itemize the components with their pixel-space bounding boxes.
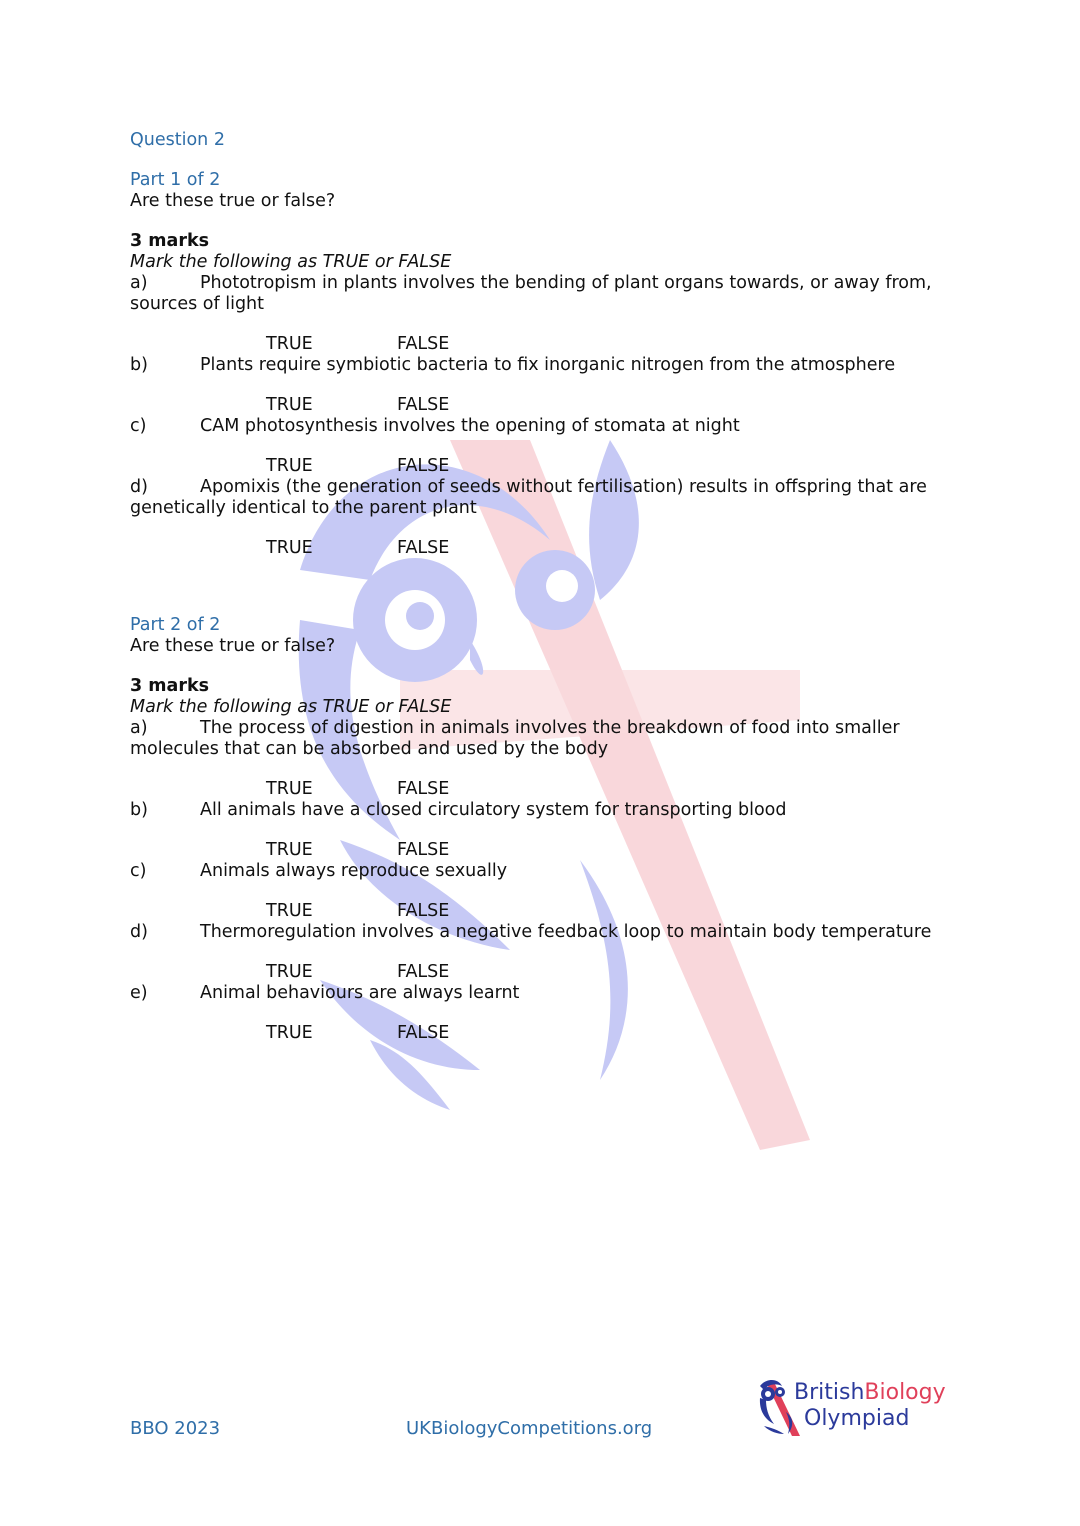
question-item [130,983,942,1004]
footer-website-link[interactable]: UKBiologyCompetitions.org [406,1418,653,1439]
item-text: Animals always reproduce sexually [200,861,508,881]
true-option[interactable]: TRUE [266,334,313,354]
footer-year: BBO 2023 [130,1418,221,1439]
true-option[interactable]: TRUE [266,779,313,799]
true-false-options [130,962,942,983]
part-prompt: Are these true or false? [130,636,336,656]
marks-label: 3 marks [130,231,209,251]
true-option[interactable]: TRUE [266,840,313,860]
logo-word-british: British [794,1380,865,1405]
item-text: Animal behaviours are always learnt [200,983,520,1003]
item-text: CAM photosynthesis involves the opening of stomata at night [200,416,740,436]
question-content [130,130,942,1044]
item-text: Thermoregulation involves a negative feedback loop to maintain body temperature [200,922,932,942]
true-option[interactable]: TRUE [266,456,313,476]
true-option[interactable]: TRUE [266,1023,313,1043]
false-option[interactable]: FALSE [397,901,450,921]
instruction: Mark the following as TRUE or FALSE [130,697,452,717]
true-option[interactable]: TRUE [266,962,313,982]
false-option[interactable]: FALSE [397,1023,450,1043]
false-option[interactable]: FALSE [397,456,450,476]
question-item [130,355,942,376]
true-false-options [130,334,942,355]
part-title: Part 1 of 2 [130,170,221,190]
false-option[interactable]: FALSE [397,334,450,354]
true-false-options [130,840,942,861]
question-item [130,922,942,943]
question-item [130,718,942,760]
true-false-options [130,901,942,922]
true-false-options [130,395,942,416]
logo-word-olympiad: Olympiad [804,1406,910,1431]
logo-text [794,1380,946,1432]
item-label: b) [130,355,148,375]
part-1 [130,170,942,559]
item-text: The process of digestion in animals involves the breakdown of food into smaller [200,718,900,738]
item-text: Phototropism in plants involves the bending of plant organs towards, or away from, [200,273,932,293]
true-false-options [130,538,942,559]
item-label: a) [130,718,148,738]
true-false-options [130,456,942,477]
part-prompt: Are these true or false? [130,191,336,211]
item-label: d) [130,477,148,497]
true-false-options [130,1023,942,1044]
item-text-continued: sources of light [130,294,265,314]
true-false-options [130,779,942,800]
item-text: Apomixis (the generation of seeds without fertilisation) results in offspring that are [200,477,927,497]
part-title: Part 2 of 2 [130,615,221,635]
item-label: b) [130,800,148,820]
question-item [130,861,942,882]
item-text-continued: molecules that can be absorbed and used by the body [130,739,609,759]
true-option[interactable]: TRUE [266,901,313,921]
item-label: a) [130,273,148,293]
true-option[interactable]: TRUE [266,395,313,415]
true-option[interactable]: TRUE [266,538,313,558]
false-option[interactable]: FALSE [397,395,450,415]
item-text-continued: genetically identical to the parent plant [130,498,477,518]
question-item [130,800,942,821]
question-item [130,477,942,519]
marks-label: 3 marks [130,676,209,696]
item-label: c) [130,861,147,881]
bbo-logo [756,1376,956,1440]
false-option[interactable]: FALSE [397,538,450,558]
false-option[interactable]: FALSE [397,962,450,982]
question-title: Question 2 [130,130,225,150]
item-label: c) [130,416,147,436]
question-item [130,416,942,437]
item-label: e) [130,983,148,1003]
question-item [130,273,942,315]
item-text: Plants require symbiotic bacteria to fix inorganic nitrogen from the atmosphere [200,355,896,375]
instruction: Mark the following as TRUE or FALSE [130,252,452,272]
false-option[interactable]: FALSE [397,840,450,860]
item-label: d) [130,922,148,942]
false-option[interactable]: FALSE [397,779,450,799]
part-2 [130,615,942,1044]
item-text: All animals have a closed circulatory system for transporting blood [200,800,787,820]
logo-word-biology: Biology [864,1380,946,1405]
